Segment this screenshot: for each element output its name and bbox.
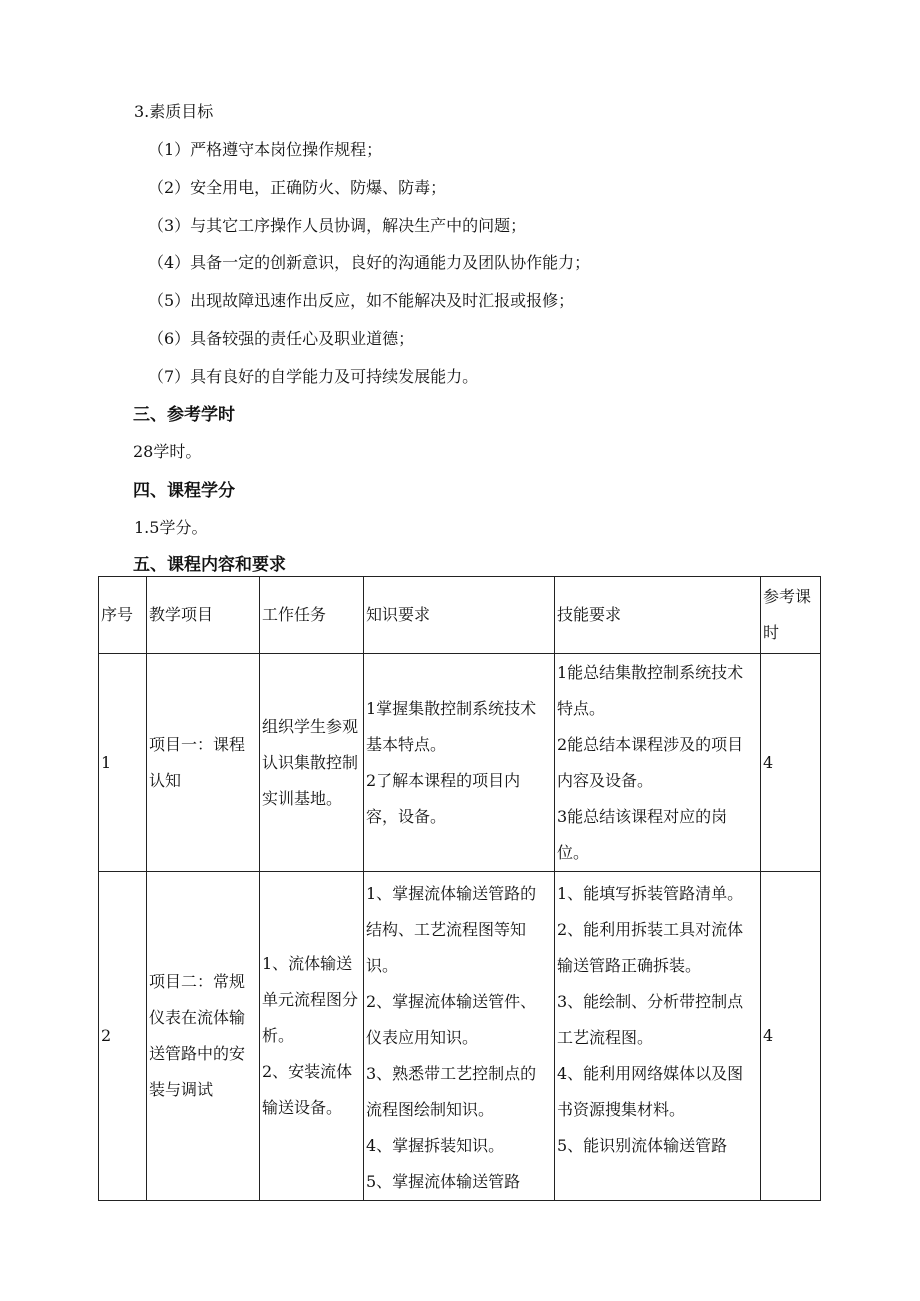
row1-no: 1 (99, 654, 147, 872)
row2-knowledge: 1、掌握流体输送管路的结构、工艺流程图等知识。 2、掌握流体输送管件、仪表应用知识。 3、熟悉带工艺控制点的流程图绘制知识。 4、掌握拆装知识。 5、掌握流体输送管路 (364, 872, 555, 1201)
credit-heading: 四、课程学分 (133, 481, 235, 501)
row1-knowledge: 1掌握集散控制系统技术基本特点。 2了解本课程的项目内容，设备。 (364, 654, 555, 872)
quality-item-6: （6）具备较强的责任心及职业道德； (148, 329, 415, 348)
header-skill: 技能要求 (555, 577, 761, 654)
row2-project: 项目二：常规仪表在流体输送管路中的安装与调试 (147, 872, 260, 1201)
quality-item-2: （2）安全用电，正确防火、防爆、防毒； (148, 178, 447, 197)
table-row (99, 654, 821, 872)
row1-hours: 4 (761, 654, 821, 872)
row1-skill: 1能总结集散控制系统技术特点。 2能总结本课程涉及的项目内容及设备。 3能总结该课程对应的岗位。 (555, 654, 761, 872)
header-project: 教学项目 (147, 577, 260, 654)
row2-task: 1、流体输送单元流程图分析。 2、安装流体输送设备。 (260, 872, 364, 1201)
quality-item-7: （7）具有良好的自学能力及可持续发展能力。 (148, 367, 479, 386)
quality-item-4: （4）具备一定的创新意识，良好的沟通能力及团队协作能力； (148, 253, 591, 272)
content-heading: 五、课程内容和要求 (133, 555, 286, 575)
quality-goal-title: 3.素质目标 (134, 102, 214, 121)
hours-heading: 三、参考学时 (133, 405, 235, 425)
table-row (99, 872, 821, 1201)
header-hours: 参考课时 (761, 577, 821, 654)
course-content-table (98, 576, 821, 1201)
row2-no: 2 (99, 872, 147, 1201)
credit-text: 1.5学分。 (134, 518, 208, 537)
quality-item-5: （5）出现故障迅速作出反应，如不能解决及时汇报或报修； (148, 291, 575, 310)
row2-hours: 4 (761, 872, 821, 1201)
row2-skill: 1、能填写拆装管路清单。 2、能利用拆装工具对流体输送管路正确拆装。 3、能绘制、分析带控制点工艺流程图。 4、能利用网络媒体以及图书资源搜集材料。 5、能识别流体输送管路 (555, 872, 761, 1201)
row1-task: 组织学生参观认识集散控制实训基地。 (260, 654, 364, 872)
header-no: 序号 (99, 577, 147, 654)
table-header-row (99, 577, 821, 654)
row1-project: 项目一：课程 认知 (147, 654, 260, 872)
quality-item-3: （3）与其它工序操作人员协调，解决生产中的问题； (148, 216, 527, 235)
header-knowledge: 知识要求 (364, 577, 555, 654)
quality-item-1: （1）严格遵守本岗位操作规程； (148, 140, 383, 159)
header-task: 工作任务 (260, 577, 364, 654)
hours-text: 28学时。 (133, 442, 202, 461)
